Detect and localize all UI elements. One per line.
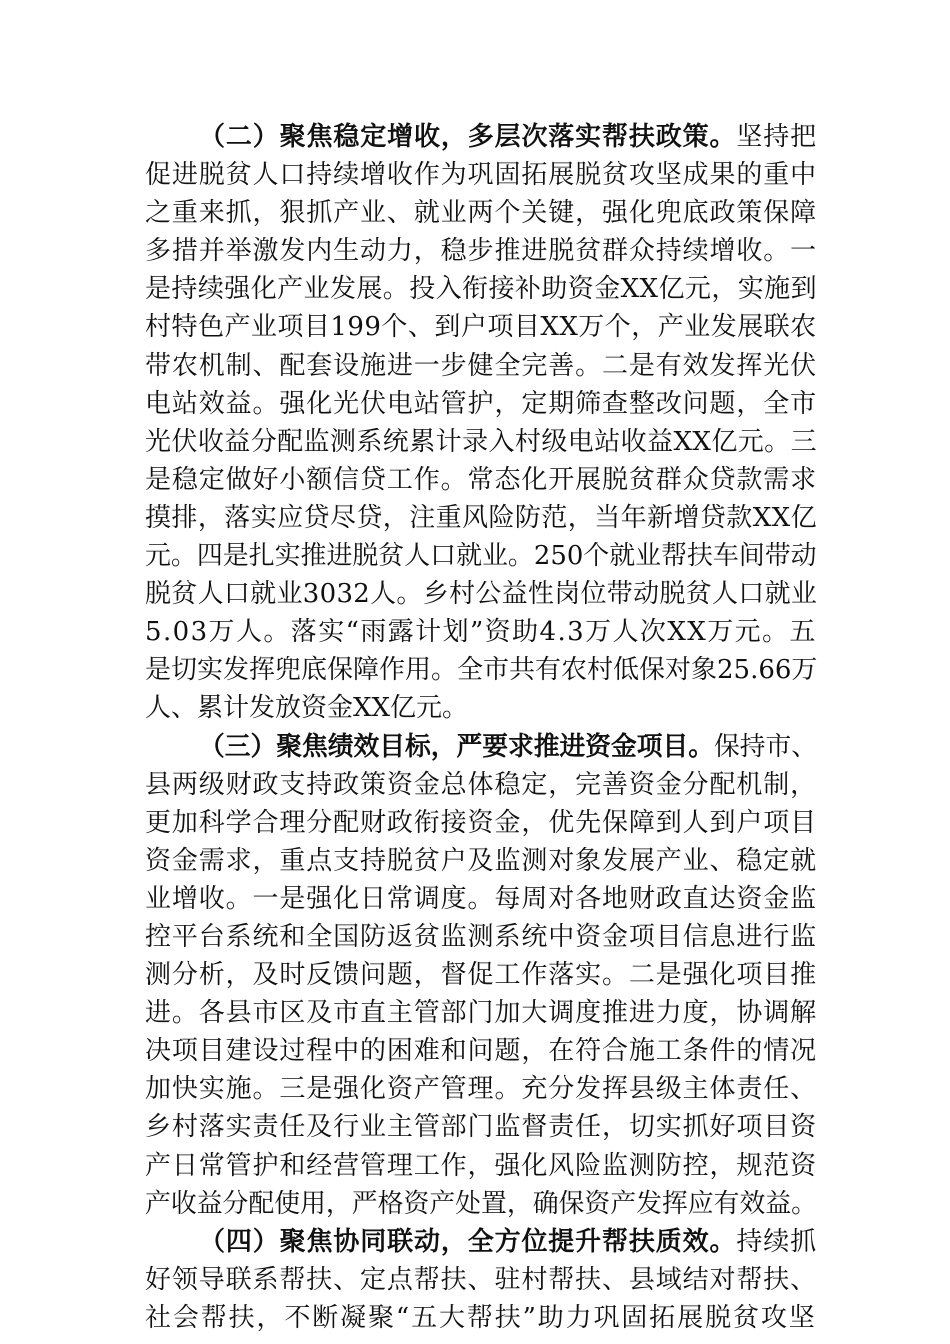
text-line — [145, 689, 817, 727]
text-line — [145, 537, 817, 575]
paragraph-heading: （四）聚焦协同联动，全方位提升帮扶质效。 — [199, 1226, 737, 1257]
line-text: 村特色产业项目199个、到户项目XX万个，产业发展联农 — [145, 312, 817, 343]
paragraph-heading: （三）聚焦绩效目标，严要求推进资金项目。 — [199, 731, 715, 762]
line-text: 摸排，落实应贷尽贷，注重风险防范，当年新增贷款XX亿 — [145, 502, 818, 533]
line-text: 光伏收益分配监测系统累计录入村级电站收益XX亿元。三 — [145, 426, 818, 457]
text-line — [145, 1032, 817, 1070]
text-line — [145, 1261, 817, 1299]
text-line — [145, 575, 817, 613]
line-text: 人、累计发放资金XX亿元。 — [145, 693, 469, 724]
text-line — [145, 270, 817, 308]
line-text: 业增收。一是强化日常调度。每周对各地财政直达资金监 — [145, 883, 818, 914]
text-line — [145, 918, 817, 956]
line-text: 是稳定做好小额信贷工作。常态化开展脱贫群众贷款需求 — [145, 464, 818, 495]
paragraph-four — [145, 1223, 817, 1337]
text-line — [145, 232, 817, 270]
line-text: 带农机制、配套设施进一步健全完善。二是有效发挥光伏 — [145, 350, 818, 381]
text-line — [145, 1147, 817, 1185]
line-text: 产日常管护和经营管理工作，强化风险监测防控，规范资 — [145, 1150, 818, 1181]
text-line — [145, 423, 817, 461]
line-text: 乡村落实责任及行业主管部门监督责任，切实抓好项目资 — [145, 1112, 818, 1143]
text-line — [145, 651, 817, 689]
line-text: 资金需求，重点支持脱贫户及监测对象发展产业、稳定就 — [145, 845, 818, 876]
line-text: 是持续强化产业发展。投入衔接补助资金XX亿元，实施到 — [145, 274, 818, 305]
text-line — [145, 842, 817, 880]
text-line — [145, 728, 817, 766]
line-text: 社会帮扶，不断凝聚“五大帮扶”助力巩固拓展脱贫攻坚 — [145, 1302, 817, 1333]
text-line — [145, 347, 817, 385]
text-line — [145, 156, 817, 194]
line-text: 加快实施。三是强化资产管理。充分发挥县级主体责任、 — [145, 1074, 818, 1105]
text-line — [145, 1223, 817, 1261]
text-line — [145, 766, 817, 804]
text-line — [145, 1070, 817, 1108]
line-text: 测分析，及时反馈问题，督促工作落实。二是强化项目推 — [145, 960, 818, 991]
line-text: 是切实发挥兜底保障作用。全市共有农村低保对象25.66万 — [145, 655, 818, 686]
line-text: 坚持把 — [736, 122, 818, 152]
text-line — [145, 1108, 817, 1146]
paragraph-heading: （二）聚焦稳定增收，多层次落实帮扶政策。 — [199, 122, 737, 152]
line-text: 5.03万人。落实“雨露计划”资助4.3万人次XX万元。五 — [145, 617, 817, 648]
text-line — [145, 613, 817, 651]
text-line — [145, 1185, 817, 1223]
text-line — [145, 956, 817, 994]
line-text: 持续抓 — [736, 1226, 818, 1257]
line-text: 电站效益。强化光伏电站管护，定期筛查整改问题，全市 — [145, 388, 818, 419]
text-line — [145, 880, 817, 918]
text-line — [145, 194, 817, 232]
line-text: 更加科学合理分配财政衔接资金，优先保障到人到户项目 — [145, 807, 818, 838]
line-text: 进。各县市区及市直主管部门加大调度推进力度，协调解 — [145, 998, 818, 1029]
line-text: 脱贫人口就业3032人。乡村公益性岗位带动脱贫人口就业 — [145, 579, 818, 610]
paragraph-two — [145, 118, 817, 728]
text-line — [145, 499, 817, 537]
paragraph-three — [145, 728, 817, 1223]
text-line — [145, 804, 817, 842]
line-text: 元。四是扎实推进脱贫人口就业。250个就业帮扶车间带动 — [145, 541, 817, 572]
text-line — [145, 118, 817, 156]
line-text: 控平台系统和全国防返贫监测系统中资金项目信息进行监 — [145, 921, 818, 952]
line-text: 之重来抓，狠抓产业、就业两个关键，强化兜底政策保障 — [145, 198, 818, 229]
text-line — [145, 308, 817, 346]
line-text: 产收益分配使用，严格资产处置，确保资产发挥应有效益。 — [145, 1188, 818, 1219]
line-text: 决项目建设过程中的困难和问题，在符合施工条件的情况 — [145, 1036, 818, 1067]
line-text: 好领导联系帮扶、定点帮扶、驻村帮扶、县域结对帮扶、 — [145, 1264, 818, 1295]
line-text: 促进脱贫人口持续增收作为巩固拓展脱贫攻坚成果的重中 — [145, 160, 818, 191]
text-line — [145, 1299, 817, 1337]
document-body — [145, 118, 817, 1337]
text-line — [145, 461, 817, 499]
line-text: 县两级财政支持政策资金总体稳定，完善资金分配机制， — [145, 769, 818, 800]
text-line — [145, 385, 817, 423]
line-text: 多措并举激发内生动力，稳步推进脱贫群众持续增收。一 — [145, 236, 818, 267]
line-text: 保持市、 — [714, 731, 818, 762]
text-line — [145, 994, 817, 1032]
